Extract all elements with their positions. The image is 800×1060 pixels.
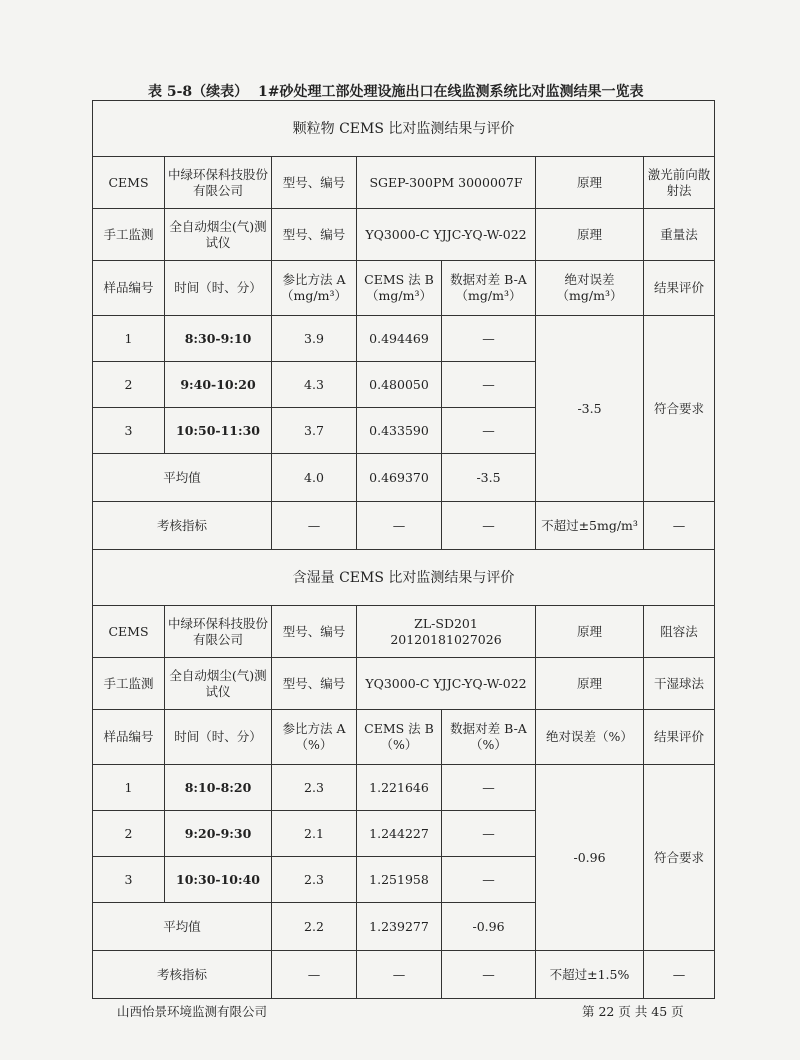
header-sample: 样品编号 xyxy=(93,261,165,316)
manual-label: 手工监测 xyxy=(93,209,165,261)
particulate-cems-row xyxy=(93,157,715,209)
index-eval: — xyxy=(644,502,715,550)
cems-model-label: 型号、编号 xyxy=(272,157,357,209)
index-label: 考核指标 xyxy=(93,951,272,999)
value-b: 0.494469 xyxy=(357,316,442,362)
cems-label: CEMS xyxy=(93,606,165,658)
index-diff: — xyxy=(442,951,536,999)
header-time: 时间（时、分） xyxy=(165,261,272,316)
manual-principle-value: 干湿球法 xyxy=(644,658,715,710)
index-eval: — xyxy=(644,951,715,999)
value-b: 1.251958 xyxy=(357,857,442,903)
footer-divider xyxy=(117,998,691,999)
header-abs: 绝对误差（%） xyxy=(536,710,644,765)
comparison-table xyxy=(92,100,715,999)
value-a: 4.3 xyxy=(272,362,357,408)
value-b: 1.221646 xyxy=(357,765,442,811)
header-a: 参比方法 A（mg/m³） xyxy=(272,261,357,316)
particulate-manual-row xyxy=(93,209,715,261)
sample-no: 2 xyxy=(93,362,165,408)
header-diff: 数据对差 B-A（%） xyxy=(442,710,536,765)
value-a: 3.7 xyxy=(272,408,357,454)
header-sample: 样品编号 xyxy=(93,710,165,765)
sample-no: 1 xyxy=(93,316,165,362)
manual-model-value: YQ3000-C YJJC-YQ-W-022 xyxy=(357,209,536,261)
value-a: 2.3 xyxy=(272,857,357,903)
value-diff: — xyxy=(442,857,536,903)
manual-principle-value: 重量法 xyxy=(644,209,715,261)
table-row xyxy=(93,765,715,811)
value-diff: — xyxy=(442,362,536,408)
index-abs: 不超过±5mg/m³ xyxy=(536,502,644,550)
value-diff: — xyxy=(442,316,536,362)
moisture-cems-row xyxy=(93,606,715,658)
table-row xyxy=(93,316,715,362)
cems-principle-label: 原理 xyxy=(536,606,644,658)
index-b: — xyxy=(357,951,442,999)
value-a: 2.3 xyxy=(272,765,357,811)
header-b: CEMS 法 B（mg/m³） xyxy=(357,261,442,316)
table-number: 表 5-8（续表） xyxy=(148,84,249,100)
manual-label: 手工监测 xyxy=(93,658,165,710)
abs-error: -0.96 xyxy=(536,765,644,951)
footer-page-number: 第 22 页 共 45 页 xyxy=(582,1004,684,1019)
manual-model-value: YQ3000-C YJJC-YQ-W-022 xyxy=(357,658,536,710)
sample-time: 10:50-11:30 xyxy=(165,408,272,454)
value-a: 3.9 xyxy=(272,316,357,362)
cems-principle-value: 激光前向散射法 xyxy=(644,157,715,209)
sample-no: 3 xyxy=(93,408,165,454)
index-abs: 不超过±1.5% xyxy=(536,951,644,999)
abs-error: -3.5 xyxy=(536,316,644,502)
evaluation: 符合要求 xyxy=(644,316,715,502)
manual-model-label: 型号、编号 xyxy=(272,658,357,710)
sample-time: 8:10-8:20 xyxy=(165,765,272,811)
cems-maker: 中绿环保科技股份有限公司 xyxy=(165,157,272,209)
header-eval: 结果评价 xyxy=(644,710,715,765)
index-label: 考核指标 xyxy=(93,502,272,550)
cems-model-label: 型号、编号 xyxy=(272,606,357,658)
average-label: 平均值 xyxy=(93,903,272,951)
sample-time: 8:30-9:10 xyxy=(165,316,272,362)
cems-principle-value: 阻容法 xyxy=(644,606,715,658)
header-time: 时间（时、分） xyxy=(165,710,272,765)
value-b: 0.480050 xyxy=(357,362,442,408)
particulate-header-row xyxy=(93,261,715,316)
index-a: — xyxy=(272,502,357,550)
particulate-section-title: 颗粒物 CEMS 比对监测结果与评价 xyxy=(93,101,715,157)
value-diff: — xyxy=(442,765,536,811)
value-b: 1.244227 xyxy=(357,811,442,857)
value-a: 2.1 xyxy=(272,811,357,857)
footer-company: 山西怡景环境监测有限公司 xyxy=(117,1004,268,1019)
sample-no: 2 xyxy=(93,811,165,857)
index-a: — xyxy=(272,951,357,999)
cems-model-value: SGEP-300PM 3000007F xyxy=(357,157,536,209)
average-a: 4.0 xyxy=(272,454,357,502)
evaluation: 符合要求 xyxy=(644,765,715,951)
average-label: 平均值 xyxy=(93,454,272,502)
manual-principle-label: 原理 xyxy=(536,658,644,710)
value-b: 0.433590 xyxy=(357,408,442,454)
average-diff: -3.5 xyxy=(442,454,536,502)
average-a: 2.2 xyxy=(272,903,357,951)
sample-time: 9:20-9:30 xyxy=(165,811,272,857)
index-row xyxy=(93,502,715,550)
average-b: 0.469370 xyxy=(357,454,442,502)
moisture-manual-row xyxy=(93,658,715,710)
average-b: 1.239277 xyxy=(357,903,442,951)
header-a: 参比方法 A（%） xyxy=(272,710,357,765)
manual-maker: 全自动烟尘(气)测试仪 xyxy=(165,658,272,710)
moisture-header-row xyxy=(93,710,715,765)
moisture-section-title: 含湿量 CEMS 比对监测结果与评价 xyxy=(93,550,715,606)
table-title: 1#砂处理工部处理设施出口在线监测系统比对监测结果一览表 xyxy=(258,84,644,100)
sample-no: 1 xyxy=(93,765,165,811)
manual-model-label: 型号、编号 xyxy=(272,209,357,261)
index-b: — xyxy=(357,502,442,550)
manual-principle-label: 原理 xyxy=(536,209,644,261)
cems-maker: 中绿环保科技股份有限公司 xyxy=(165,606,272,658)
header-eval: 结果评价 xyxy=(644,261,715,316)
sample-no: 3 xyxy=(93,857,165,903)
index-row xyxy=(93,951,715,999)
cems-model-value: ZL-SD201 20120181027026 xyxy=(357,606,536,658)
sample-time: 9:40-10:20 xyxy=(165,362,272,408)
sample-time: 10:30-10:40 xyxy=(165,857,272,903)
value-diff: — xyxy=(442,408,536,454)
average-diff: -0.96 xyxy=(442,903,536,951)
index-diff: — xyxy=(442,502,536,550)
header-b: CEMS 法 B（%） xyxy=(357,710,442,765)
cems-principle-label: 原理 xyxy=(536,157,644,209)
header-diff: 数据对差 B-A（mg/m³） xyxy=(442,261,536,316)
manual-maker: 全自动烟尘(气)测试仪 xyxy=(165,209,272,261)
cems-label: CEMS xyxy=(93,157,165,209)
value-diff: — xyxy=(442,811,536,857)
header-abs: 绝对误差（mg/m³） xyxy=(536,261,644,316)
